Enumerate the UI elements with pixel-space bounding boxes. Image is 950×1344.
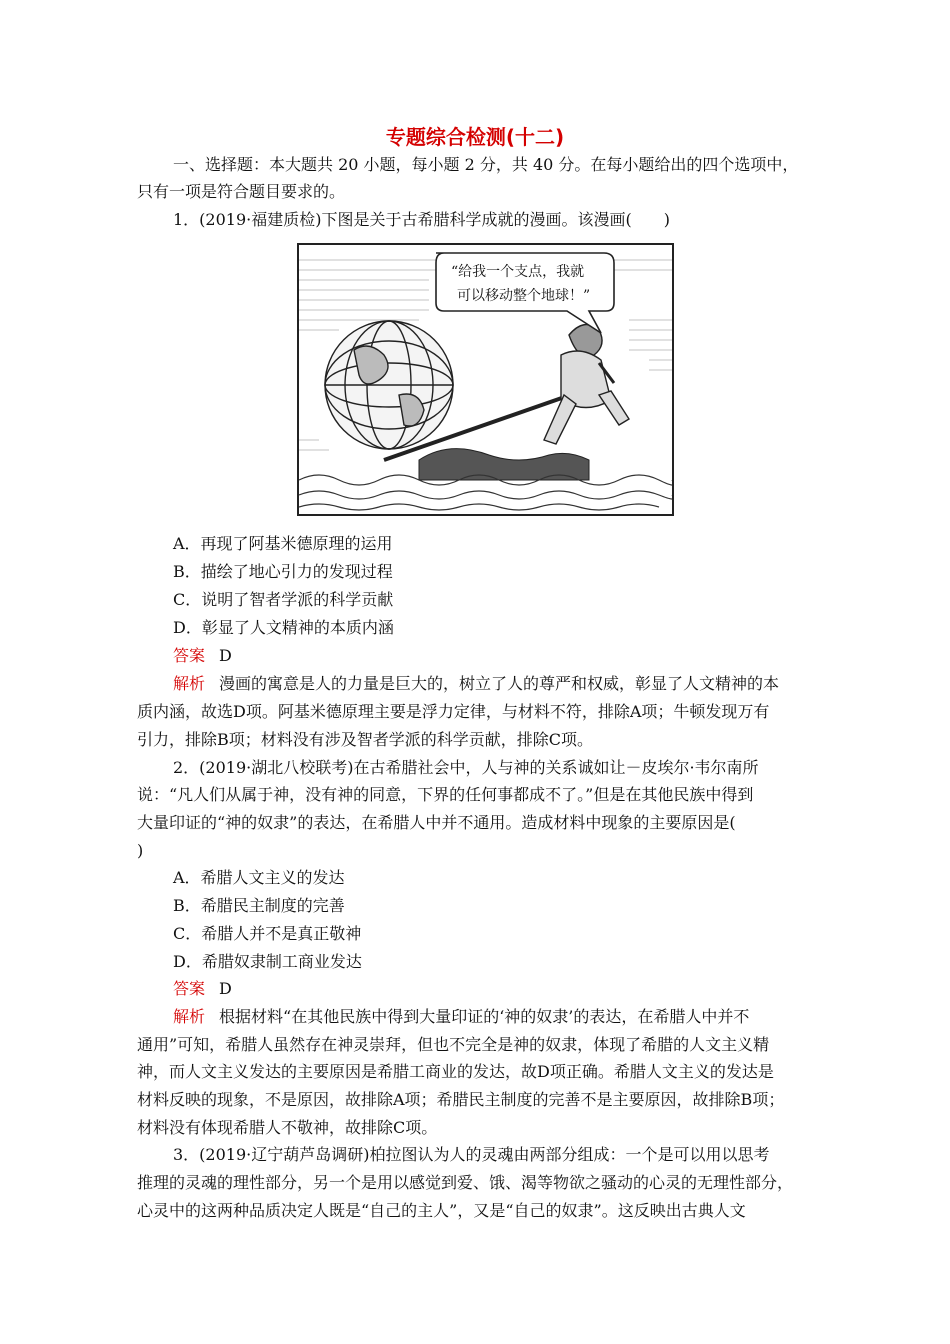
q1-option-d: D．彰显了人文精神的本质内涵 <box>173 618 394 637</box>
q2-stem-line-2: 说：“凡人们从属于神，没有神的同意，下界的任何事都成不了。”但是在其他民族中得到 <box>137 785 754 804</box>
q2-analysis-line-1: 解析 根据材料“在其他民族中得到大量印证的‘神的奴隶’的表达，在希腊人中并不 <box>173 1007 750 1026</box>
q2-stem-line-3: 大量印证的“神的奴隶”的表达，在希腊人中并不通用。造成材料中现象的主要原因是( <box>137 813 736 832</box>
answer-value: D <box>219 979 232 998</box>
globe-drawing <box>325 321 453 449</box>
q1-stem: 1．(2019·福建质检)下图是关于古希腊科学成就的漫画。该漫画( ) <box>173 210 670 229</box>
q2-analysis-line-5: 材料没有体现希腊人不敬神，故排除C项。 <box>137 1118 438 1137</box>
q2-option-c: C．希腊人并不是真正敬神 <box>173 924 362 943</box>
q2-stem-line-4: ) <box>137 841 144 860</box>
q2-option-b: B．希腊民主制度的完善 <box>173 896 345 915</box>
archimedes-figure <box>544 325 629 444</box>
archimedes-cartoon-image <box>297 243 674 516</box>
analysis-label: 解析 <box>173 674 206 693</box>
answer-label: 答案 <box>173 979 206 998</box>
q3-stem-line-3: 心灵中的这两种品质决定人既是“自己的主人”，又是“自己的奴隶”。这反映出古典人文 <box>137 1201 746 1220</box>
page-title: 专题综合检测(十二) <box>385 125 565 149</box>
analysis-label: 解析 <box>173 1007 206 1026</box>
section-intro-line-1: 一、选择题：本大题共 20 小题，每小题 2 分，共 40 分。在每小题给出的四个选项中， <box>173 155 799 174</box>
q2-stem-line-1: 2．(2019·湖北八校联考)在古希腊社会中，人与神的关系诚如让－皮埃尔·韦尔南所 <box>173 758 759 777</box>
q1-analysis-line-3: 引力，排除B项；材料没有涉及智者学派的科学贡献，排除C项。 <box>137 730 594 749</box>
speech-bubble-line-2: 可以移动整个地球！” <box>457 288 591 304</box>
q3-stem-line-2: 推理的灵魂的理性部分，另一个是用以感觉到爱、饿、渴等物欲之骚动的心灵的无理性部分， <box>137 1173 794 1192</box>
q2-analysis-line-4: 材料反映的现象，不是原因，故排除A项；希腊民主制度的完善不是主要原因，故排除B项； <box>137 1090 785 1109</box>
answer-label: 答案 <box>173 646 206 665</box>
q3-stem-line-1: 3．(2019·辽宁葫芦岛调研)柏拉图认为人的灵魂由两部分组成：一个是可以用以思考 <box>173 1145 770 1164</box>
section-intro-line-2: 只有一项是符合题目要求的。 <box>137 182 346 201</box>
q1-analysis-line-2: 质内涵，故选D项。阿基米德原理主要是浮力定律，与材料不符，排除A项；牛顿发现万有 <box>137 702 770 721</box>
q1-option-c: C．说明了智者学派的科学贡献 <box>173 590 394 609</box>
q1-answer-row <box>173 645 232 667</box>
q2-answer-row <box>173 978 232 1000</box>
q1-option-b: B．描绘了地心引力的发现过程 <box>173 562 393 581</box>
q1-option-a: A．再现了阿基米德原理的运用 <box>173 534 393 553</box>
q2-analysis-line-3: 神，而人文主义发达的主要原因是希腊工商业的发达，故D项正确。希腊人文主义的发达是 <box>137 1062 774 1081</box>
speech-bubble-line-1: “给我一个支点，我就 <box>451 264 585 280</box>
q2-option-a: A．希腊人文主义的发达 <box>173 868 345 887</box>
answer-value: D <box>219 646 232 665</box>
q2-option-d: D．希腊奴隶制工商业发达 <box>173 952 362 971</box>
speech-bubble <box>436 253 614 333</box>
q1-analysis-line-1: 解析 漫画的寓意是人的力量是巨大的，树立了人的尊严和权威，彰显了人文精神的本 <box>173 674 780 693</box>
q2-analysis-line-2: 通用”可知，希腊人虽然存在神灵崇拜，但也不完全是神的奴隶，体现了希腊的人文主义精 <box>137 1035 770 1054</box>
